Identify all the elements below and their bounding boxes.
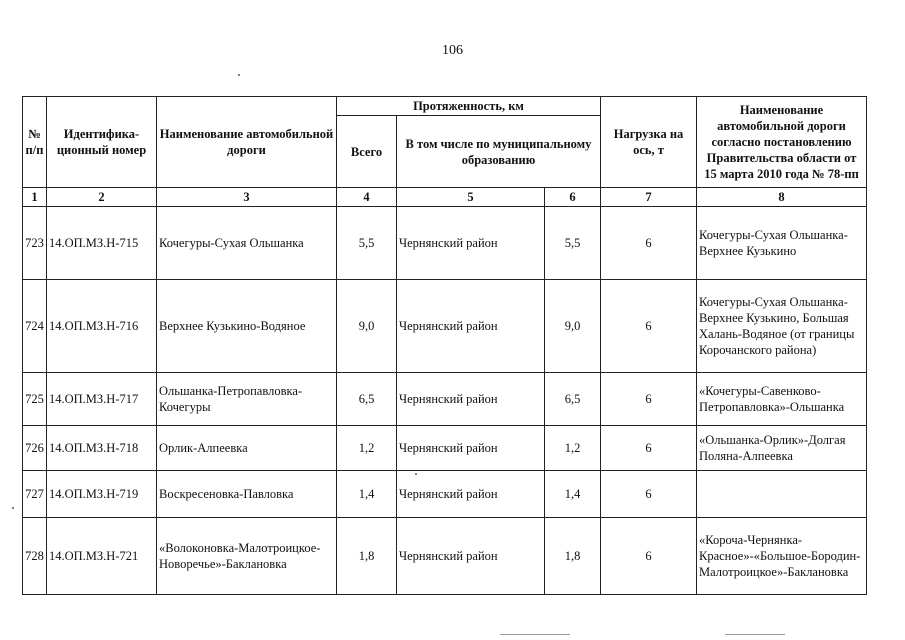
road-name: Кочегуры-Сухая Ольшанка — [157, 207, 337, 280]
district-name: Чернянский район — [397, 426, 545, 471]
header-row-1 — [23, 97, 867, 116]
page-number: 106 — [442, 43, 463, 58]
column-number: 2 — [47, 188, 157, 207]
district-length: 9,0 — [545, 280, 601, 373]
row-number: 724 — [23, 280, 47, 373]
road-identifier: 14.ОП.МЗ.Н-721 — [47, 518, 157, 595]
road-identifier: 14.ОП.МЗ.Н-719 — [47, 471, 157, 518]
official-road-name: Кочегуры-Сухая Ольшанка-Верхнее Кузькино — [697, 207, 867, 280]
district-length: 1,8 — [545, 518, 601, 595]
district-name: Чернянский район — [397, 280, 545, 373]
table-row — [23, 471, 867, 518]
scan-speck — [12, 507, 14, 509]
total-length: 5,5 — [337, 207, 397, 280]
column-number: 4 — [337, 188, 397, 207]
scan-speck — [415, 473, 417, 475]
header-total: Всего — [337, 116, 397, 188]
scan-speck — [238, 74, 240, 76]
header-row-number: № п/п — [23, 97, 47, 188]
official-road-name: «Короча-Чернянка-Красное»-«Большое-Бородин-Малотроицкое»-Баклановка — [697, 518, 867, 595]
header-identifier: Идентифика-ционный номер — [47, 97, 157, 188]
total-length: 9,0 — [337, 280, 397, 373]
road-name: Верхнее Кузькино-Водяное — [157, 280, 337, 373]
header-length-group: Протяженность, км — [337, 97, 601, 116]
axle-load: 6 — [601, 471, 697, 518]
header-axle-load: Нагрузка на ось, т — [601, 97, 697, 188]
official-road-name: «Ольшанка-Орлик»-Долгая Поляна-Алпеевка — [697, 426, 867, 471]
roads-table — [22, 96, 867, 595]
axle-load: 6 — [601, 280, 697, 373]
total-length: 1,8 — [337, 518, 397, 595]
district-name: Чернянский район — [397, 207, 545, 280]
column-number: 8 — [697, 188, 867, 207]
axle-load: 6 — [601, 518, 697, 595]
official-road-name — [697, 471, 867, 518]
district-length: 6,5 — [545, 373, 601, 426]
column-number: 3 — [157, 188, 337, 207]
row-number: 727 — [23, 471, 47, 518]
road-name: Орлик-Алпеевка — [157, 426, 337, 471]
road-name: Ольшанка-Петропавловка-Кочегуры — [157, 373, 337, 426]
table-row — [23, 207, 867, 280]
axle-load: 6 — [601, 426, 697, 471]
row-number: 725 — [23, 373, 47, 426]
road-identifier: 14.ОП.МЗ.Н-717 — [47, 373, 157, 426]
row-number: 726 — [23, 426, 47, 471]
road-name: Воскресеновка-Павловка — [157, 471, 337, 518]
column-number: 7 — [601, 188, 697, 207]
axle-load: 6 — [601, 373, 697, 426]
table-row — [23, 426, 867, 471]
header-road-name: Наименование автомобильной дороги — [157, 97, 337, 188]
table-row — [23, 280, 867, 373]
district-length: 1,4 — [545, 471, 601, 518]
scan-edge-line — [500, 634, 570, 635]
road-name: «Волоконовка-Малотроицкое-Новоречье»-Баклановка — [157, 518, 337, 595]
official-road-name: «Кочегуры-Савенково-Петропавловка»-Ольшанка — [697, 373, 867, 426]
scan-edge-line — [725, 634, 785, 635]
total-length: 1,4 — [337, 471, 397, 518]
table-row — [23, 518, 867, 595]
header-by-municipality: В том числе по муниципальному образованию — [397, 116, 601, 188]
row-number: 728 — [23, 518, 47, 595]
column-number-row — [23, 188, 867, 207]
total-length: 6,5 — [337, 373, 397, 426]
road-identifier: 14.ОП.МЗ.Н-718 — [47, 426, 157, 471]
official-road-name: Кочегуры-Сухая Ольшанка-Верхнее Кузькино, Большая Халань-Водяное (от границы Корочанского района) — [697, 280, 867, 373]
road-identifier: 14.ОП.МЗ.Н-716 — [47, 280, 157, 373]
district-name: Чернянский район — [397, 471, 545, 518]
road-identifier: 14.ОП.МЗ.Н-715 — [47, 207, 157, 280]
header-official-name: Наименование автомобильной дороги согласно постановлению Правительства области от 15 марта 2010 года № 78-пп — [697, 97, 867, 188]
column-number: 5 — [397, 188, 545, 207]
column-number: 1 — [23, 188, 47, 207]
table-row — [23, 373, 867, 426]
total-length: 1,2 — [337, 426, 397, 471]
column-number: 6 — [545, 188, 601, 207]
axle-load: 6 — [601, 207, 697, 280]
district-length: 1,2 — [545, 426, 601, 471]
row-number: 723 — [23, 207, 47, 280]
district-name: Чернянский район — [397, 518, 545, 595]
district-name: Чернянский район — [397, 373, 545, 426]
district-length: 5,5 — [545, 207, 601, 280]
